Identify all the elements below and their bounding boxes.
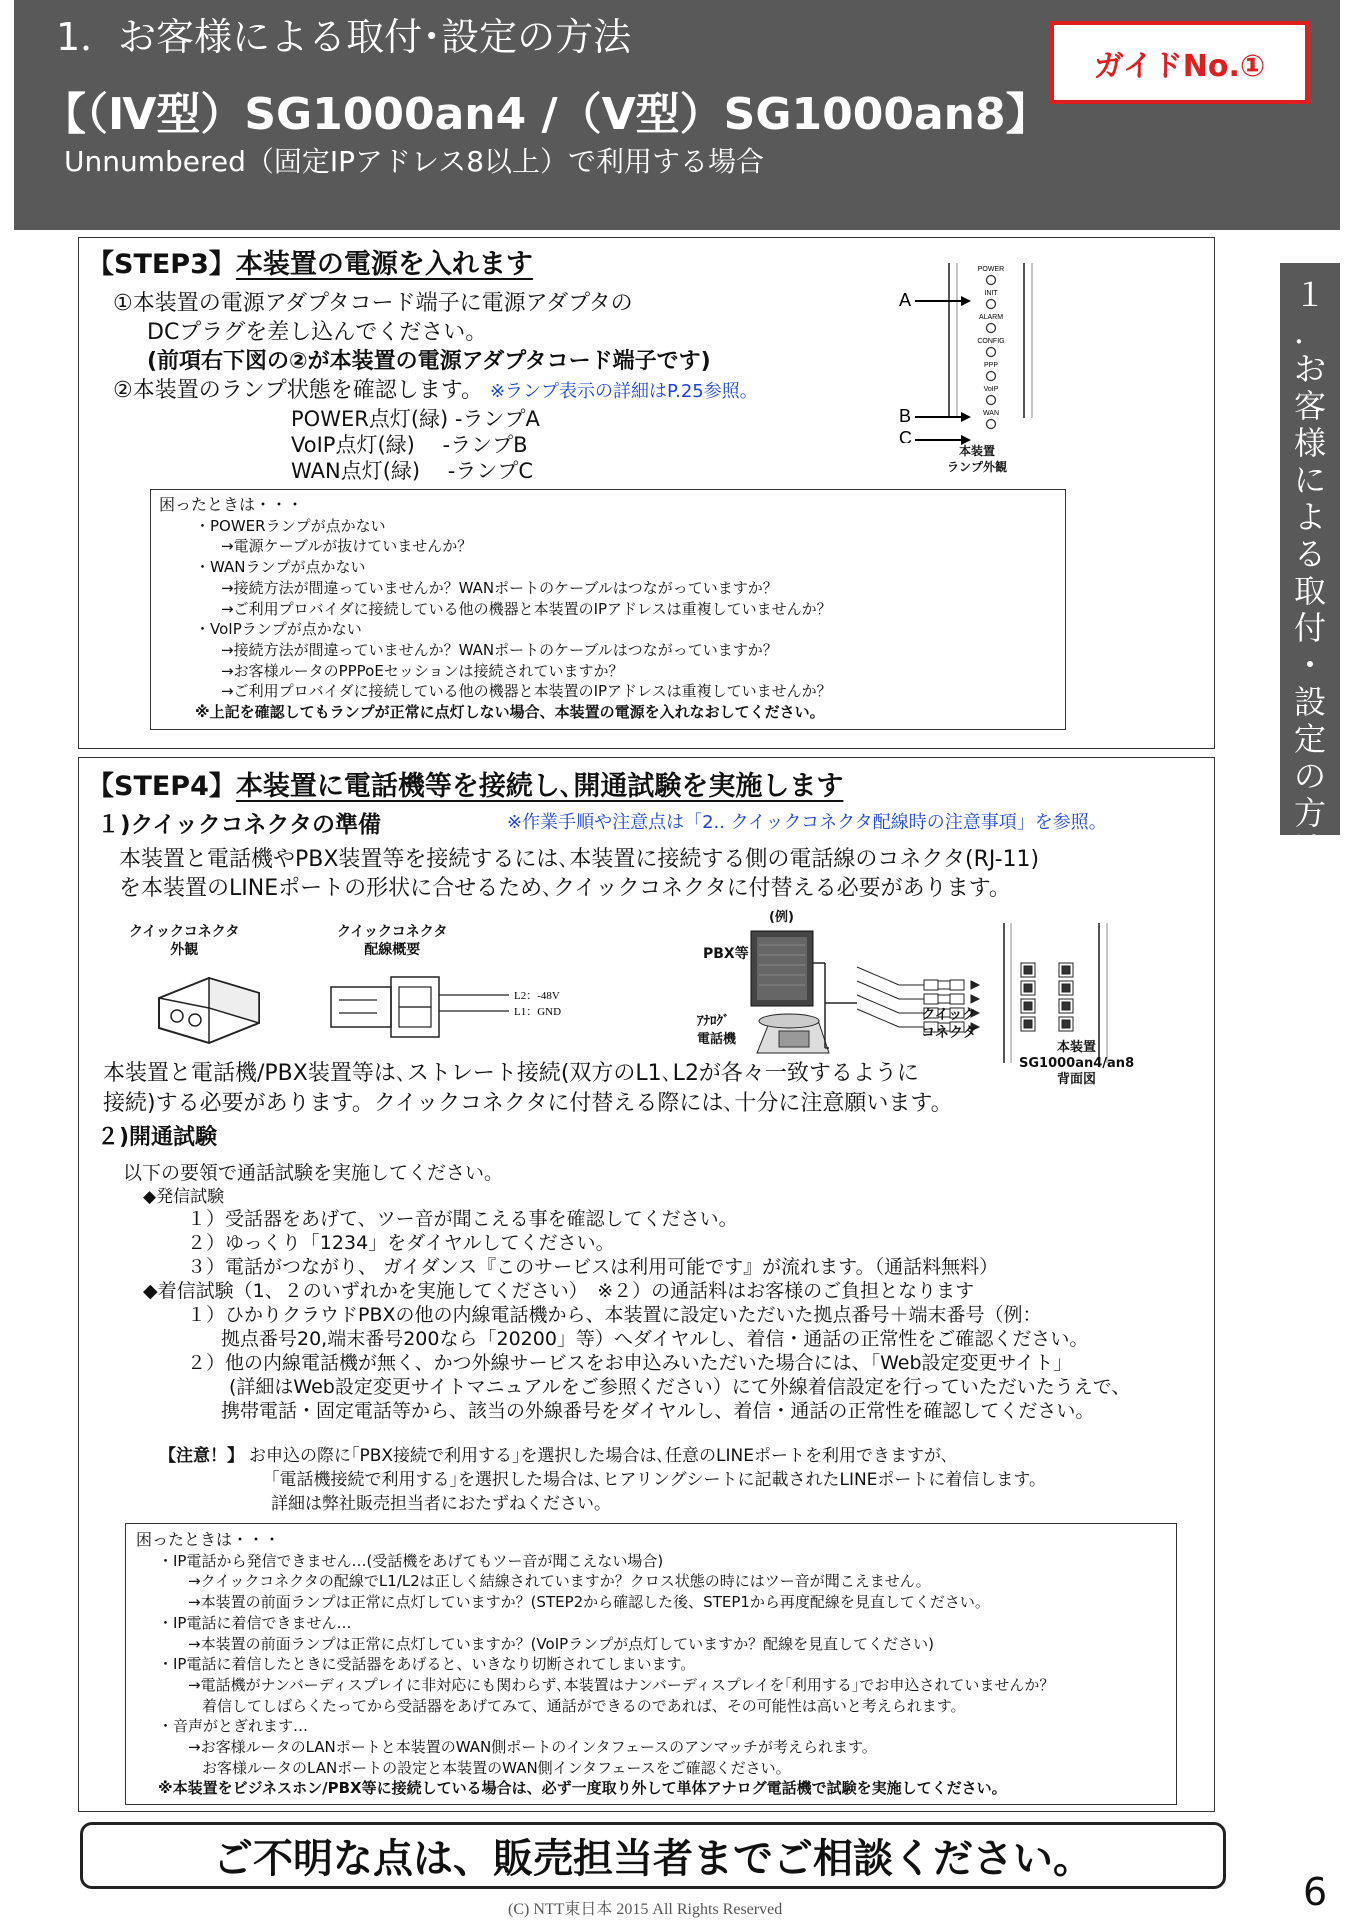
side-tab-char: １ xyxy=(1293,276,1326,314)
side-tab-char: 方 xyxy=(1293,794,1326,832)
model-title: 【（Ⅳ型）SG1000an4 /（Ⅴ型）SG1000an8】 xyxy=(42,89,1050,140)
trouble-item: ・WANランプが点かない xyxy=(195,558,366,577)
test-line: 携帯電話・固定電話等から、該当の外線番号をダイヤルし、着信・通話の正常性を確認してください。 xyxy=(221,1400,1095,1422)
side-tab-char: に xyxy=(1293,461,1326,499)
page-number: 6 xyxy=(1303,1870,1328,1914)
section-title: 1．お客様による取付･設定の方法 xyxy=(56,15,632,59)
line-port xyxy=(1021,963,1073,977)
side-tab-char: の xyxy=(1293,757,1326,795)
trouble-heading: 困ったときは・・・ xyxy=(136,1530,281,1549)
trouble-heading: 困ったときは・・・ xyxy=(159,495,304,514)
lamp-indicator xyxy=(987,300,996,309)
trouble-item: →お客様ルータのPPPoEセッションは接続されていますか？ xyxy=(221,661,624,680)
side-tab-char: 取 xyxy=(1293,572,1326,610)
wire-label-l1: L1：GND xyxy=(514,1006,562,1018)
step3-heading xyxy=(87,242,533,281)
qc-wiring-line-2: 配線概要 xyxy=(364,942,421,958)
trouble-item: →お客様ルータのLANポートと本装置のWAN側ポートのインタフェースのアンマッチが考えられます。 xyxy=(188,1738,877,1757)
trouble-item: お客様ルータのLANポートの設定と本装置のWAN側インタフェースをご確認ください。 xyxy=(202,1758,791,1777)
lamp-b-line: VoIP点灯(緑) -ランプB xyxy=(291,433,528,457)
lamp-indicator xyxy=(987,348,996,357)
trouble-item: ・音声がとぎれます… xyxy=(158,1717,309,1736)
caution-label: 【注意！】 xyxy=(159,1446,244,1466)
qc-label-line-2: コネクタ xyxy=(921,1025,977,1041)
test-line: ◆発信試験 xyxy=(143,1187,225,1207)
step3-line-2: DCプラグを差し込んでください。 xyxy=(147,320,488,345)
guide-number-badge: ガイドNo.① xyxy=(1050,21,1309,104)
lamp-panel-figure xyxy=(899,263,1059,443)
side-tab-char: 付 xyxy=(1293,609,1326,647)
test-line: ２）他の内線電話機が無く、かつ外線サービスをお申込みいただいた場合には、「Web設定変更サイト」 xyxy=(187,1352,1073,1374)
side-tab-char: ・ xyxy=(1293,646,1326,684)
step3-label: 【STEP3】 xyxy=(87,249,236,280)
trouble-item: →ご利用プロバイダに接続している他の機器と本装置のIPアドレスは重複していませんか？ xyxy=(221,682,832,701)
test-line: (詳細はWeb設定変更サイトマニュアルをご参照ください）にて外線着信設定を行っていただいたうえで、 xyxy=(229,1376,1131,1398)
lamp-label-a: A xyxy=(899,290,912,310)
caution-line: 詳細は弊社販売担当者におたずねください。 xyxy=(271,1494,611,1514)
step3-troubleshooting-box xyxy=(150,489,1066,730)
test-line: 以下の要領で通話試験を実施してください。 xyxy=(123,1162,504,1184)
page-subtitle: Unnumbered（固定IPアドレス8以上）で利用する場合 xyxy=(64,145,765,178)
lamp-name-label: VoIP xyxy=(983,386,999,393)
side-tab-char: 様 xyxy=(1293,424,1326,462)
trouble-item: ・POWERランプが点かない xyxy=(195,516,386,535)
caution-line: お申込の際に｢PBX接続で利用する｣を選択した場合は､任意のLINEポートを利用できますが､ xyxy=(249,1446,950,1466)
test-line: １）ひかりクラウドPBXの他の内線電話機から、本装置に設定いただいた拠点番号＋端末番号（例： xyxy=(187,1304,1042,1326)
step3-line-4-text: ②本装置のランプ状態を確認します。 xyxy=(113,378,483,403)
test-line: ◆着信試験（1、２のいずれかを実施してください） ※２）の通話料はお客様のご負担となります xyxy=(143,1280,975,1302)
quick-connector-wiring-diagram xyxy=(329,973,589,1043)
side-tab-char: 客 xyxy=(1293,387,1326,425)
line-port xyxy=(1021,981,1073,995)
trouble-item: →電源ケーブルが抜けていませんか？ xyxy=(221,537,473,556)
contact-banner: ご不明な点は、販売担当者までご相談ください。 xyxy=(80,1822,1226,1889)
side-tab-char: 定 xyxy=(1293,720,1326,758)
lamp-name-label: INIT xyxy=(984,290,998,297)
quick-connector-illustration xyxy=(149,968,279,1058)
test-line: 拠点番号20,端末番号200なら「20200」等）へダイヤルし、着信・通話の正常性をご確認ください。 xyxy=(221,1328,1089,1350)
analog-line-2: 電話機 xyxy=(697,1032,737,1047)
step3-line-3: (前項右下図の②が本装置の電源アダプタコード端子です) xyxy=(147,349,711,374)
trouble-item: ・IP電話に着信できません… xyxy=(158,1613,352,1632)
line-port xyxy=(1021,999,1073,1013)
step4-heading xyxy=(87,764,843,803)
step4-troubleshooting-box xyxy=(125,1523,1177,1805)
step3-line-1: ①本装置の電源アダプタコード端子に電源アダプタの xyxy=(113,291,633,316)
trouble-note: ※本装置をビジネスホン/PBX等に接続している場合は、必ず一度取り外して単体アナログ電話機で試験を実施してください。 xyxy=(158,1779,1007,1798)
qc-appearance-line-2: 外観 xyxy=(170,942,199,958)
lamp-figure-caption xyxy=(947,443,1007,475)
trouble-item: →接続方法が間違っていませんか？WANポートのケーブルはつながっていますか？ xyxy=(221,640,778,659)
qc-wiring-line-1: クイックコネクタ xyxy=(337,924,448,940)
wire-label-l2: L2：-48V xyxy=(514,990,560,1002)
lamp-name-label: POWER xyxy=(977,266,1005,273)
pbx-label: PBX等 xyxy=(703,946,749,962)
step4-title: 本装置に電話機等を接続し､開通試験を実施します xyxy=(235,771,844,802)
step4-panel xyxy=(78,757,1215,1812)
qc-wiring-label xyxy=(337,923,447,959)
lamp-a-line: POWER点灯(緑) -ランプA xyxy=(291,407,540,431)
step3-panel xyxy=(78,237,1215,749)
lamp-name-label: CONFIG xyxy=(977,338,1005,345)
quick-connector-heading: １)クイックコネクタの準備 xyxy=(97,812,381,838)
side-tab-char: お xyxy=(1293,350,1326,388)
trouble-item: →クイックコネクタの配線でL1/L2は正しく結線されていますか？クロス状態の時にはツー音が聞こえません。 xyxy=(188,1572,931,1591)
qc-appearance-label xyxy=(129,923,239,959)
example-label: (例) xyxy=(769,910,794,925)
lamp-name-label: ALARM xyxy=(978,314,1004,321)
lamp-label-b: B xyxy=(899,406,912,426)
lamp-reference-note: ※ランプ表示の詳細はP.25参照。 xyxy=(489,381,758,402)
trouble-item: →本装置の前面ランプは正常に点灯していますか？(STEP2から確認した後、STEP1から再度配線を見直してください。 xyxy=(188,1593,990,1612)
device-line-1: 本装置 xyxy=(1057,1040,1097,1055)
test-heading: ２)開通試験 xyxy=(97,1125,218,1150)
trouble-item: ・IP電話から発信できません…(受話機をあげてもツー音が聞こえない場合) xyxy=(158,1551,664,1570)
device-line-2: SG1000an4/an8 xyxy=(1019,1056,1135,1071)
copyright-notice: (C) NTT東日本 2015 All Rights Reserved xyxy=(508,1901,783,1918)
lamp-indicator xyxy=(987,324,996,333)
connector-paragraph-2: を本装置のLINEポートの形状に合せるため､クイックコネクタに付替える必要があります。 xyxy=(119,876,1011,901)
qc-label-line-1: クイック xyxy=(921,1007,977,1023)
device-rear-label xyxy=(1019,1040,1134,1088)
qc-label xyxy=(921,1006,977,1042)
step3-line-4 xyxy=(113,373,758,404)
test-line: ３）電話がつながり、 ガイダンス『このサービスは利用可能です』が流れます。（通話料無料） xyxy=(187,1256,999,1278)
test-line: １）受話器をあげて、ツー音が聞こえる事を確認してください。 xyxy=(187,1208,738,1230)
straight-connection-text-1: 本装置と電話機/PBX装置等は､ストレート接続(双方のL1､L2が各々一致するように xyxy=(103,1061,919,1086)
side-tab-text xyxy=(1280,263,1340,869)
side-tab-char: ． xyxy=(1293,313,1326,351)
trouble-item: ・IP電話に着信したときに受話器をあげると、いきなり切断されてしまいます。 xyxy=(158,1655,696,1674)
trouble-item: ・VoIPランプが点かない xyxy=(195,620,362,639)
lamp-indicator xyxy=(987,396,996,405)
side-section-tab xyxy=(1280,263,1340,869)
test-line: ２）ゆっくり「1234」をダイヤルしてください。 xyxy=(187,1232,615,1254)
lamp-c-line: WAN点灯(緑) -ランプC xyxy=(291,459,533,483)
trouble-item: 着信してしばらくたってから受話器をあげてみて、通話ができるのであれば、その可能性は高いと考えられます。 xyxy=(202,1696,966,1715)
side-tab-char: よ xyxy=(1293,498,1326,536)
lamp-name-label: WAN xyxy=(982,410,1000,417)
lamp-indicator xyxy=(987,276,996,285)
side-tab-char: る xyxy=(1293,535,1326,573)
trouble-item: →電話機がナンバーディスプレイに非対応にも関わらず､本装置はナンバーディスプレイを｢利用する｣でお申込されていませんか？ xyxy=(188,1675,1055,1694)
straight-connection-text-2: 接続)する必要があります。クイックコネクタに付替える際には､十分に注意願います。 xyxy=(103,1091,953,1116)
side-tab-char: 設 xyxy=(1293,683,1326,721)
caption-line-1: 本装置 xyxy=(959,444,996,458)
step4-label: 【STEP4】 xyxy=(87,771,236,802)
caption-line-2: ランプ外観 xyxy=(947,460,1008,474)
trouble-item: →本装置の前面ランプは正常に点灯していますか？(VoIPランプが点灯していますか？配線を見直してください) xyxy=(188,1634,935,1653)
side-tab-char: 法 xyxy=(1293,831,1326,869)
qc-appearance-line-1: クイックコネクタ xyxy=(129,924,240,940)
caution-line: ｢電話機接続で利用する｣を選択した場合は､ヒアリングシートに記載されたLINEポートに着信します。 xyxy=(271,1470,1047,1490)
analog-phone-label xyxy=(697,1013,736,1049)
quick-connector-note: ※作業手順や注意点は「2.. クイックコネクタ配線時の注意事項」を参照。 xyxy=(507,812,1107,833)
device-line-3: 背面図 xyxy=(1057,1072,1097,1087)
qc-cable-row xyxy=(857,967,979,990)
trouble-item: →接続方法が間違っていませんか？WANポートのケーブルはつながっていますか？ xyxy=(221,578,778,597)
lamp-name-label: PPP xyxy=(983,362,999,369)
lamp-label-c: C xyxy=(899,428,912,443)
lamp-indicator xyxy=(987,372,996,381)
line-port xyxy=(1021,1017,1073,1031)
connector-paragraph-1: 本装置と電話機やPBX装置等を接続するには､本装置に接続する側の電話線のコネクタ(RJ-11) xyxy=(119,847,1040,872)
analog-line-1: ｱﾅﾛｸﾞ xyxy=(697,1014,730,1029)
trouble-note: ※上記を確認してもランプが正常に点灯しない場合、本装置の電源を入れなおしてください。 xyxy=(195,703,825,722)
step3-title: 本装置の電源を入れます xyxy=(235,249,533,280)
trouble-item: →ご利用プロバイダに接続している他の機器と本装置のIPアドレスは重複していませんか？ xyxy=(221,599,832,618)
